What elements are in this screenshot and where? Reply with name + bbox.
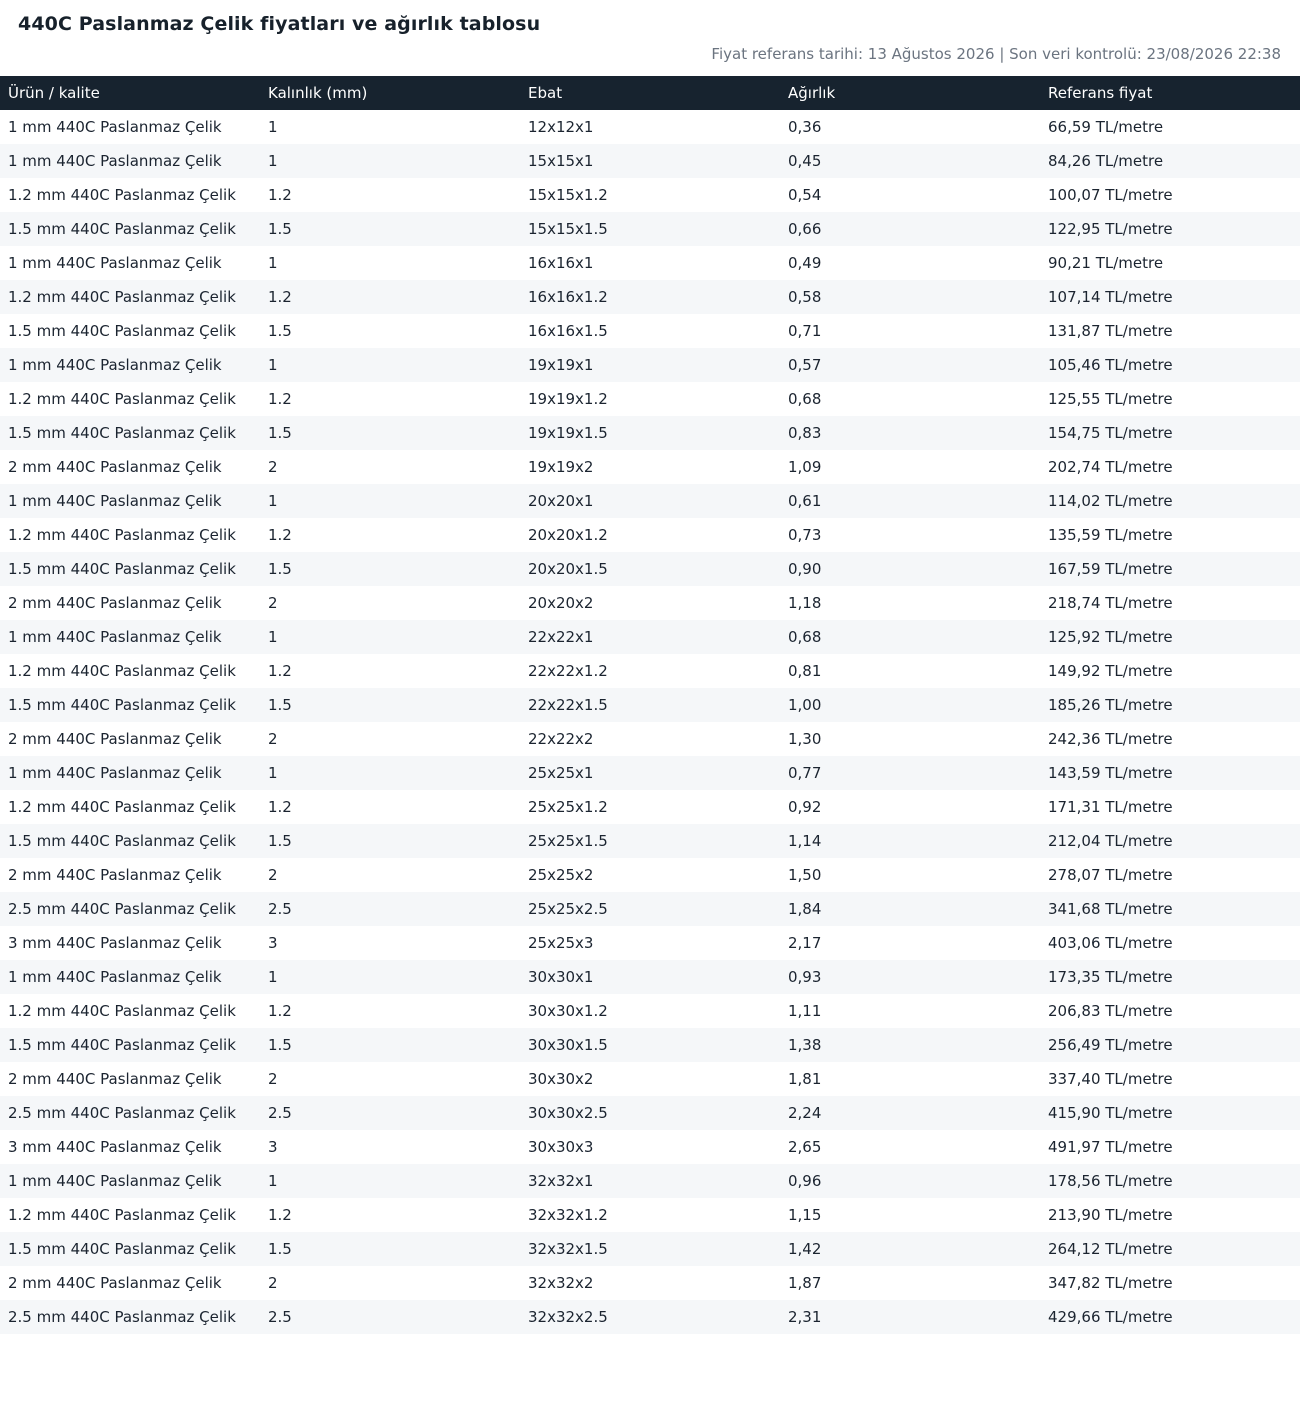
- cell-price: 154,75 TL/metre: [1048, 424, 1173, 442]
- table-row: [0, 144, 1300, 178]
- cell-product: 1.2 mm 440C Paslanmaz Çelik: [8, 1002, 236, 1020]
- cell-thickness: 1.2: [268, 390, 292, 408]
- cell-thickness: 1.5: [268, 220, 292, 238]
- cell-size: 30x30x1: [528, 968, 594, 986]
- cell-thickness: 1: [268, 764, 278, 782]
- cell-thickness: 3: [268, 1138, 278, 1156]
- cell-price: 218,74 TL/metre: [1048, 594, 1173, 612]
- table-row: [0, 722, 1300, 756]
- column-header-size[interactable]: Ebat: [528, 84, 563, 102]
- cell-price: 66,59 TL/metre: [1048, 118, 1164, 136]
- cell-size: 19x19x1: [528, 356, 594, 374]
- table-row: [0, 790, 1300, 824]
- cell-product: 1.5 mm 440C Paslanmaz Çelik: [8, 696, 236, 714]
- cell-product: 1.2 mm 440C Paslanmaz Çelik: [8, 186, 236, 204]
- table-row: [0, 756, 1300, 790]
- cell-weight: 0,93: [788, 968, 822, 986]
- cell-thickness: 1.2: [268, 662, 292, 680]
- cell-size: 30x30x3: [528, 1138, 594, 1156]
- table-row: [0, 1130, 1300, 1164]
- cell-thickness: 1.5: [268, 560, 292, 578]
- cell-weight: 1,42: [788, 1240, 822, 1258]
- cell-product: 1 mm 440C Paslanmaz Çelik: [8, 152, 222, 170]
- table-row: [0, 960, 1300, 994]
- cell-product: 2 mm 440C Paslanmaz Çelik: [8, 1274, 222, 1292]
- column-header-product[interactable]: Ürün / kalite: [8, 84, 100, 102]
- table-row: [0, 348, 1300, 382]
- cell-thickness: 1: [268, 1172, 278, 1190]
- cell-weight: 1,09: [788, 458, 822, 476]
- cell-thickness: 1: [268, 118, 278, 136]
- table-row: [0, 1062, 1300, 1096]
- cell-weight: 0,71: [788, 322, 822, 340]
- cell-size: 30x30x2: [528, 1070, 594, 1088]
- table-row: [0, 1232, 1300, 1266]
- table-row: [0, 450, 1300, 484]
- cell-product: 1 mm 440C Paslanmaz Çelik: [8, 628, 222, 646]
- cell-price: 105,46 TL/metre: [1048, 356, 1173, 374]
- cell-size: 19x19x1.2: [528, 390, 608, 408]
- table-row: [0, 280, 1300, 314]
- cell-price: 125,92 TL/metre: [1048, 628, 1173, 646]
- cell-weight: 1,38: [788, 1036, 822, 1054]
- cell-price: 122,95 TL/metre: [1048, 220, 1173, 238]
- table-row: [0, 586, 1300, 620]
- cell-product: 1.2 mm 440C Paslanmaz Çelik: [8, 288, 236, 306]
- cell-product: 1.2 mm 440C Paslanmaz Çelik: [8, 390, 236, 408]
- cell-product: 1 mm 440C Paslanmaz Çelik: [8, 764, 222, 782]
- table-row: [0, 1198, 1300, 1232]
- cell-price: 125,55 TL/metre: [1048, 390, 1173, 408]
- cell-price: 347,82 TL/metre: [1048, 1274, 1173, 1292]
- cell-thickness: 1.5: [268, 322, 292, 340]
- cell-thickness: 2: [268, 594, 278, 612]
- cell-thickness: 1.2: [268, 288, 292, 306]
- table-row: [0, 518, 1300, 552]
- cell-product: 1 mm 440C Paslanmaz Çelik: [8, 356, 222, 374]
- cell-size: 20x20x2: [528, 594, 594, 612]
- cell-price: 90,21 TL/metre: [1048, 254, 1164, 272]
- cell-price: 202,74 TL/metre: [1048, 458, 1173, 476]
- cell-size: 25x25x1.2: [528, 798, 608, 816]
- cell-size: 22x22x2: [528, 730, 594, 748]
- cell-weight: 1,30: [788, 730, 822, 748]
- cell-product: 1.2 mm 440C Paslanmaz Çelik: [8, 662, 236, 680]
- table-row: [0, 858, 1300, 892]
- cell-product: 2.5 mm 440C Paslanmaz Çelik: [8, 900, 236, 918]
- cell-product: 2 mm 440C Paslanmaz Çelik: [8, 458, 222, 476]
- cell-price: 131,87 TL/metre: [1048, 322, 1173, 340]
- cell-weight: 1,11: [788, 1002, 822, 1020]
- cell-size: 15x15x1.5: [528, 220, 608, 238]
- cell-weight: 0,83: [788, 424, 822, 442]
- cell-size: 20x20x1.5: [528, 560, 608, 578]
- cell-product: 2 mm 440C Paslanmaz Çelik: [8, 594, 222, 612]
- table-row: [0, 484, 1300, 518]
- table-row: [0, 688, 1300, 722]
- cell-thickness: 2.5: [268, 1104, 292, 1122]
- cell-thickness: 2.5: [268, 900, 292, 918]
- cell-weight: 0,49: [788, 254, 822, 272]
- cell-thickness: 2: [268, 730, 278, 748]
- cell-price: 415,90 TL/metre: [1048, 1104, 1173, 1122]
- table-row: [0, 1164, 1300, 1198]
- cell-price: 100,07 TL/metre: [1048, 186, 1173, 204]
- cell-thickness: 1: [268, 492, 278, 510]
- cell-weight: 0,96: [788, 1172, 822, 1190]
- cell-price: 135,59 TL/metre: [1048, 526, 1173, 544]
- cell-weight: 0,61: [788, 492, 822, 510]
- cell-price: 185,26 TL/metre: [1048, 696, 1173, 714]
- cell-size: 22x22x1: [528, 628, 594, 646]
- cell-size: 20x20x1: [528, 492, 594, 510]
- cell-product: 1.2 mm 440C Paslanmaz Çelik: [8, 526, 236, 544]
- cell-product: 2.5 mm 440C Paslanmaz Çelik: [8, 1104, 236, 1122]
- price-reference-meta: Fiyat referans tarihi: 13 Ağustos 2026 | Son veri kontrolü: 23/08/2026 22:38: [711, 45, 1281, 63]
- cell-size: 19x19x1.5: [528, 424, 608, 442]
- cell-weight: 0,73: [788, 526, 822, 544]
- cell-weight: 0,68: [788, 390, 822, 408]
- table-row: [0, 246, 1300, 280]
- cell-thickness: 1.2: [268, 1002, 292, 1020]
- cell-weight: 0,57: [788, 356, 822, 374]
- table-row: [0, 382, 1300, 416]
- cell-price: 149,92 TL/metre: [1048, 662, 1173, 680]
- cell-weight: 0,58: [788, 288, 822, 306]
- table-row: [0, 926, 1300, 960]
- cell-size: 15x15x1: [528, 152, 594, 170]
- table-row: [0, 178, 1300, 212]
- table-row: [0, 654, 1300, 688]
- cell-thickness: 1.2: [268, 1206, 292, 1224]
- cell-price: 429,66 TL/metre: [1048, 1308, 1173, 1326]
- cell-size: 19x19x2: [528, 458, 594, 476]
- cell-thickness: 1.2: [268, 186, 292, 204]
- cell-size: 25x25x1: [528, 764, 594, 782]
- cell-product: 1.5 mm 440C Paslanmaz Çelik: [8, 1240, 236, 1258]
- table-row: [0, 314, 1300, 348]
- table-row: [0, 552, 1300, 586]
- cell-product: 1 mm 440C Paslanmaz Çelik: [8, 968, 222, 986]
- cell-size: 30x30x2.5: [528, 1104, 608, 1122]
- cell-price: 206,83 TL/metre: [1048, 1002, 1173, 1020]
- table-row: [0, 620, 1300, 654]
- table-row: [0, 1028, 1300, 1062]
- price-weight-table: [0, 76, 1300, 1334]
- cell-size: 32x32x2.5: [528, 1308, 608, 1326]
- cell-weight: 1,00: [788, 696, 822, 714]
- cell-thickness: 1.5: [268, 832, 292, 850]
- cell-size: 16x16x1.2: [528, 288, 608, 306]
- table-header: [0, 76, 1300, 110]
- cell-product: 1.5 mm 440C Paslanmaz Çelik: [8, 220, 236, 238]
- cell-thickness: 3: [268, 934, 278, 952]
- cell-product: 1.5 mm 440C Paslanmaz Çelik: [8, 560, 236, 578]
- cell-size: 16x16x1.5: [528, 322, 608, 340]
- table-row: [0, 110, 1300, 144]
- cell-size: 30x30x1.2: [528, 1002, 608, 1020]
- cell-price: 278,07 TL/metre: [1048, 866, 1173, 884]
- cell-weight: 0,92: [788, 798, 822, 816]
- cell-thickness: 1: [268, 628, 278, 646]
- cell-size: 15x15x1.2: [528, 186, 608, 204]
- table-row: [0, 416, 1300, 450]
- cell-price: 212,04 TL/metre: [1048, 832, 1173, 850]
- cell-product: 2.5 mm 440C Paslanmaz Çelik: [8, 1308, 236, 1326]
- cell-product: 1.5 mm 440C Paslanmaz Çelik: [8, 322, 236, 340]
- cell-size: 25x25x2.5: [528, 900, 608, 918]
- column-header-thickness[interactable]: Kalınlık (mm): [268, 84, 368, 102]
- cell-thickness: 2: [268, 458, 278, 476]
- cell-size: 32x32x1.2: [528, 1206, 608, 1224]
- cell-price: 107,14 TL/metre: [1048, 288, 1173, 306]
- table-row: [0, 994, 1300, 1028]
- cell-price: 256,49 TL/metre: [1048, 1036, 1173, 1054]
- cell-price: 242,36 TL/metre: [1048, 730, 1173, 748]
- cell-thickness: 1: [268, 254, 278, 272]
- cell-weight: 1,81: [788, 1070, 822, 1088]
- cell-size: 30x30x1.5: [528, 1036, 608, 1054]
- page-header: [0, 0, 1300, 76]
- cell-product: 2 mm 440C Paslanmaz Çelik: [8, 1070, 222, 1088]
- cell-product: 1 mm 440C Paslanmaz Çelik: [8, 254, 222, 272]
- cell-thickness: 1: [268, 356, 278, 374]
- cell-weight: 0,54: [788, 186, 822, 204]
- cell-price: 178,56 TL/metre: [1048, 1172, 1173, 1190]
- cell-thickness: 1.5: [268, 696, 292, 714]
- cell-price: 341,68 TL/metre: [1048, 900, 1173, 918]
- cell-weight: 1,14: [788, 832, 822, 850]
- cell-thickness: 1.5: [268, 1240, 292, 1258]
- column-header-weight[interactable]: Ağırlık: [788, 84, 836, 102]
- cell-price: 167,59 TL/metre: [1048, 560, 1173, 578]
- cell-product: 1.5 mm 440C Paslanmaz Çelik: [8, 1036, 236, 1054]
- cell-thickness: 1: [268, 152, 278, 170]
- cell-product: 1 mm 440C Paslanmaz Çelik: [8, 492, 222, 510]
- table-row: [0, 824, 1300, 858]
- cell-size: 32x32x1.5: [528, 1240, 608, 1258]
- table-body: [0, 110, 1300, 1334]
- table-row: [0, 892, 1300, 926]
- cell-weight: 1,15: [788, 1206, 822, 1224]
- cell-price: 143,59 TL/metre: [1048, 764, 1173, 782]
- cell-price: 337,40 TL/metre: [1048, 1070, 1173, 1088]
- cell-product: 1.2 mm 440C Paslanmaz Çelik: [8, 1206, 236, 1224]
- cell-weight: 0,77: [788, 764, 822, 782]
- cell-weight: 2,65: [788, 1138, 822, 1156]
- cell-thickness: 1.2: [268, 798, 292, 816]
- table-row: [0, 212, 1300, 246]
- cell-product: 2 mm 440C Paslanmaz Çelik: [8, 730, 222, 748]
- cell-weight: 2,24: [788, 1104, 822, 1122]
- cell-price: 264,12 TL/metre: [1048, 1240, 1173, 1258]
- page-title: 440C Paslanmaz Çelik fiyatları ve ağırlık tablosu: [18, 13, 541, 35]
- cell-product: 1.2 mm 440C Paslanmaz Çelik: [8, 798, 236, 816]
- table-header-row: [0, 76, 1300, 110]
- cell-weight: 0,90: [788, 560, 822, 578]
- cell-thickness: 2: [268, 1070, 278, 1088]
- cell-size: 32x32x2: [528, 1274, 594, 1292]
- cell-weight: 1,84: [788, 900, 822, 918]
- cell-weight: 2,31: [788, 1308, 822, 1326]
- cell-product: 3 mm 440C Paslanmaz Çelik: [8, 934, 222, 952]
- cell-thickness: 1.2: [268, 526, 292, 544]
- column-header-price[interactable]: Referans fiyat: [1048, 84, 1153, 102]
- cell-product: 1.5 mm 440C Paslanmaz Çelik: [8, 832, 236, 850]
- cell-product: 1.5 mm 440C Paslanmaz Çelik: [8, 424, 236, 442]
- cell-thickness: 2.5: [268, 1308, 292, 1326]
- cell-weight: 0,36: [788, 118, 822, 136]
- cell-thickness: 2: [268, 1274, 278, 1292]
- cell-thickness: 1.5: [268, 1036, 292, 1054]
- cell-size: 25x25x3: [528, 934, 594, 952]
- cell-price: 213,90 TL/metre: [1048, 1206, 1173, 1224]
- table-row: [0, 1266, 1300, 1300]
- cell-size: 16x16x1: [528, 254, 594, 272]
- table-row: [0, 1300, 1300, 1334]
- cell-weight: 1,87: [788, 1274, 822, 1292]
- cell-product: 3 mm 440C Paslanmaz Çelik: [8, 1138, 222, 1156]
- table-row: [0, 1096, 1300, 1130]
- cell-weight: 1,18: [788, 594, 822, 612]
- cell-size: 20x20x1.2: [528, 526, 608, 544]
- cell-price: 114,02 TL/metre: [1048, 492, 1173, 510]
- cell-size: 25x25x1.5: [528, 832, 608, 850]
- cell-thickness: 2: [268, 866, 278, 884]
- cell-size: 22x22x1.5: [528, 696, 608, 714]
- cell-size: 25x25x2: [528, 866, 594, 884]
- cell-weight: 0,66: [788, 220, 822, 238]
- cell-product: 2 mm 440C Paslanmaz Çelik: [8, 866, 222, 884]
- cell-price: 171,31 TL/metre: [1048, 798, 1173, 816]
- cell-thickness: 1: [268, 968, 278, 986]
- cell-weight: 0,81: [788, 662, 822, 680]
- cell-thickness: 1.5: [268, 424, 292, 442]
- cell-weight: 0,45: [788, 152, 822, 170]
- cell-product: 1 mm 440C Paslanmaz Çelik: [8, 1172, 222, 1190]
- cell-size: 22x22x1.2: [528, 662, 608, 680]
- cell-product: 1 mm 440C Paslanmaz Çelik: [8, 118, 222, 136]
- cell-size: 32x32x1: [528, 1172, 594, 1190]
- cell-price: 491,97 TL/metre: [1048, 1138, 1173, 1156]
- cell-weight: 0,68: [788, 628, 822, 646]
- cell-price: 173,35 TL/metre: [1048, 968, 1173, 986]
- cell-price: 84,26 TL/metre: [1048, 152, 1164, 170]
- cell-weight: 2,17: [788, 934, 822, 952]
- cell-weight: 1,50: [788, 866, 822, 884]
- cell-price: 403,06 TL/metre: [1048, 934, 1173, 952]
- cell-size: 12x12x1: [528, 118, 594, 136]
